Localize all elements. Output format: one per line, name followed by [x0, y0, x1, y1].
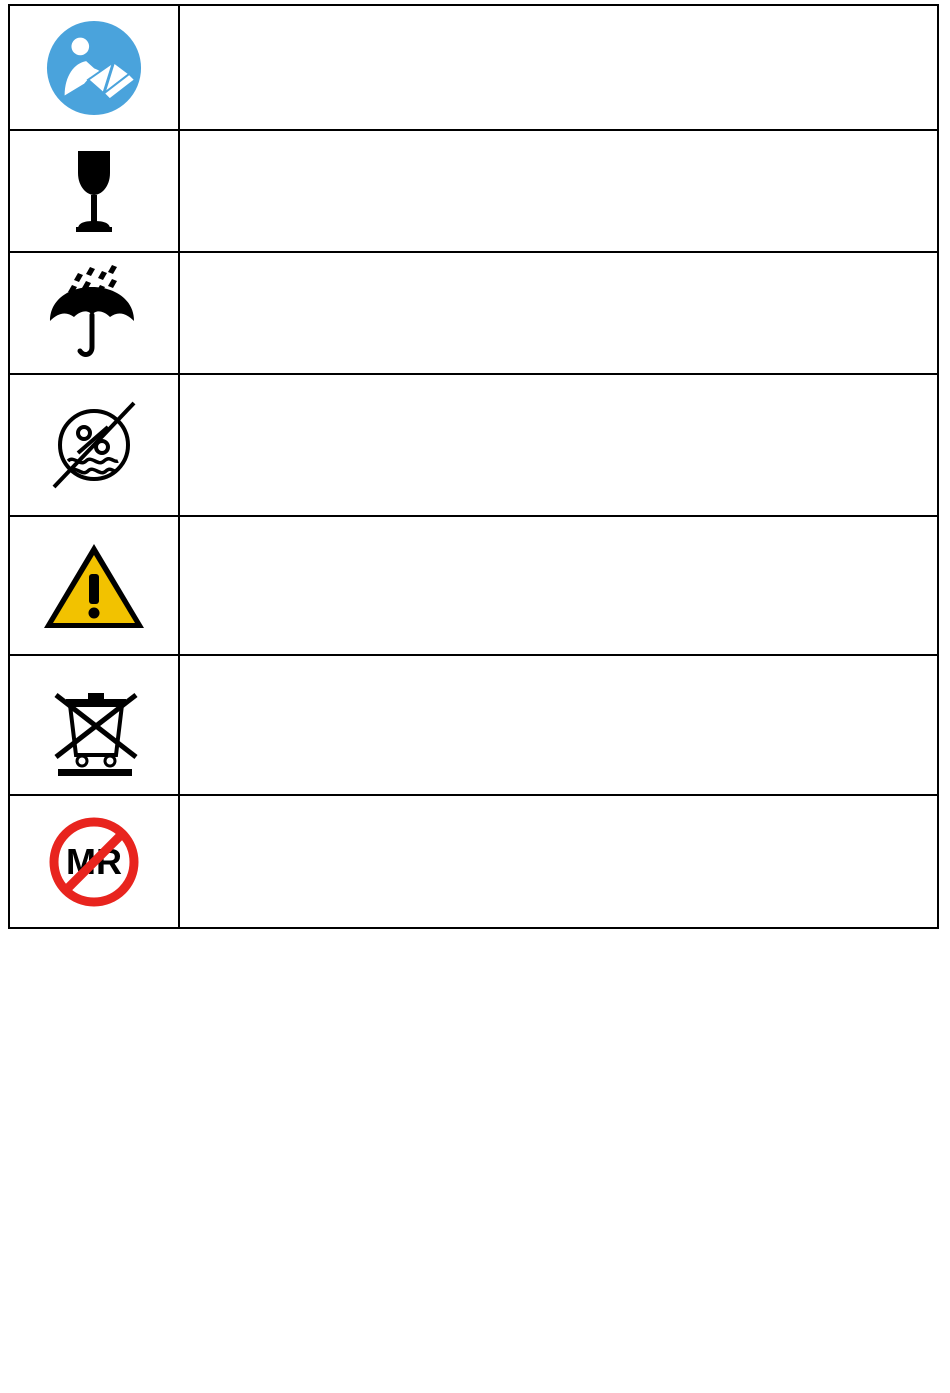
symbol-legend-table — [8, 4, 939, 929]
symbol-description — [179, 252, 938, 374]
mr-unsafe-icon — [10, 811, 178, 913]
fragile-glass-icon — [10, 143, 178, 239]
symbol-description — [179, 516, 938, 655]
svg-text:MR: MR — [66, 840, 122, 882]
table-row — [9, 795, 938, 928]
table-row — [9, 516, 938, 655]
caution-warning-triangle-icon — [10, 538, 178, 634]
symbol-cell-fragile — [9, 130, 179, 252]
symbol-cell-humidity — [9, 374, 179, 516]
table-row — [9, 5, 938, 130]
symbol-cell-caution — [9, 516, 179, 655]
table-row — [9, 655, 938, 795]
weee-crossed-out-wheelie-bin-icon — [10, 671, 178, 779]
symbol-description — [179, 795, 938, 928]
table-row — [9, 130, 938, 252]
symbol-description — [179, 374, 938, 516]
symbol-description — [179, 655, 938, 795]
symbol-description — [179, 5, 938, 130]
symbol-cell-read-manual — [9, 5, 179, 130]
read-instruction-manual-icon — [10, 19, 178, 117]
symbol-description — [179, 130, 938, 252]
symbol-cell-mr-unsafe — [9, 795, 179, 928]
symbol-cell-keep-dry — [9, 252, 179, 374]
symbol-cell-weee — [9, 655, 179, 795]
table-row — [9, 252, 938, 374]
humidity-limitation-icon — [10, 389, 178, 501]
keep-dry-umbrella-icon — [10, 263, 178, 363]
table-row — [9, 374, 938, 516]
